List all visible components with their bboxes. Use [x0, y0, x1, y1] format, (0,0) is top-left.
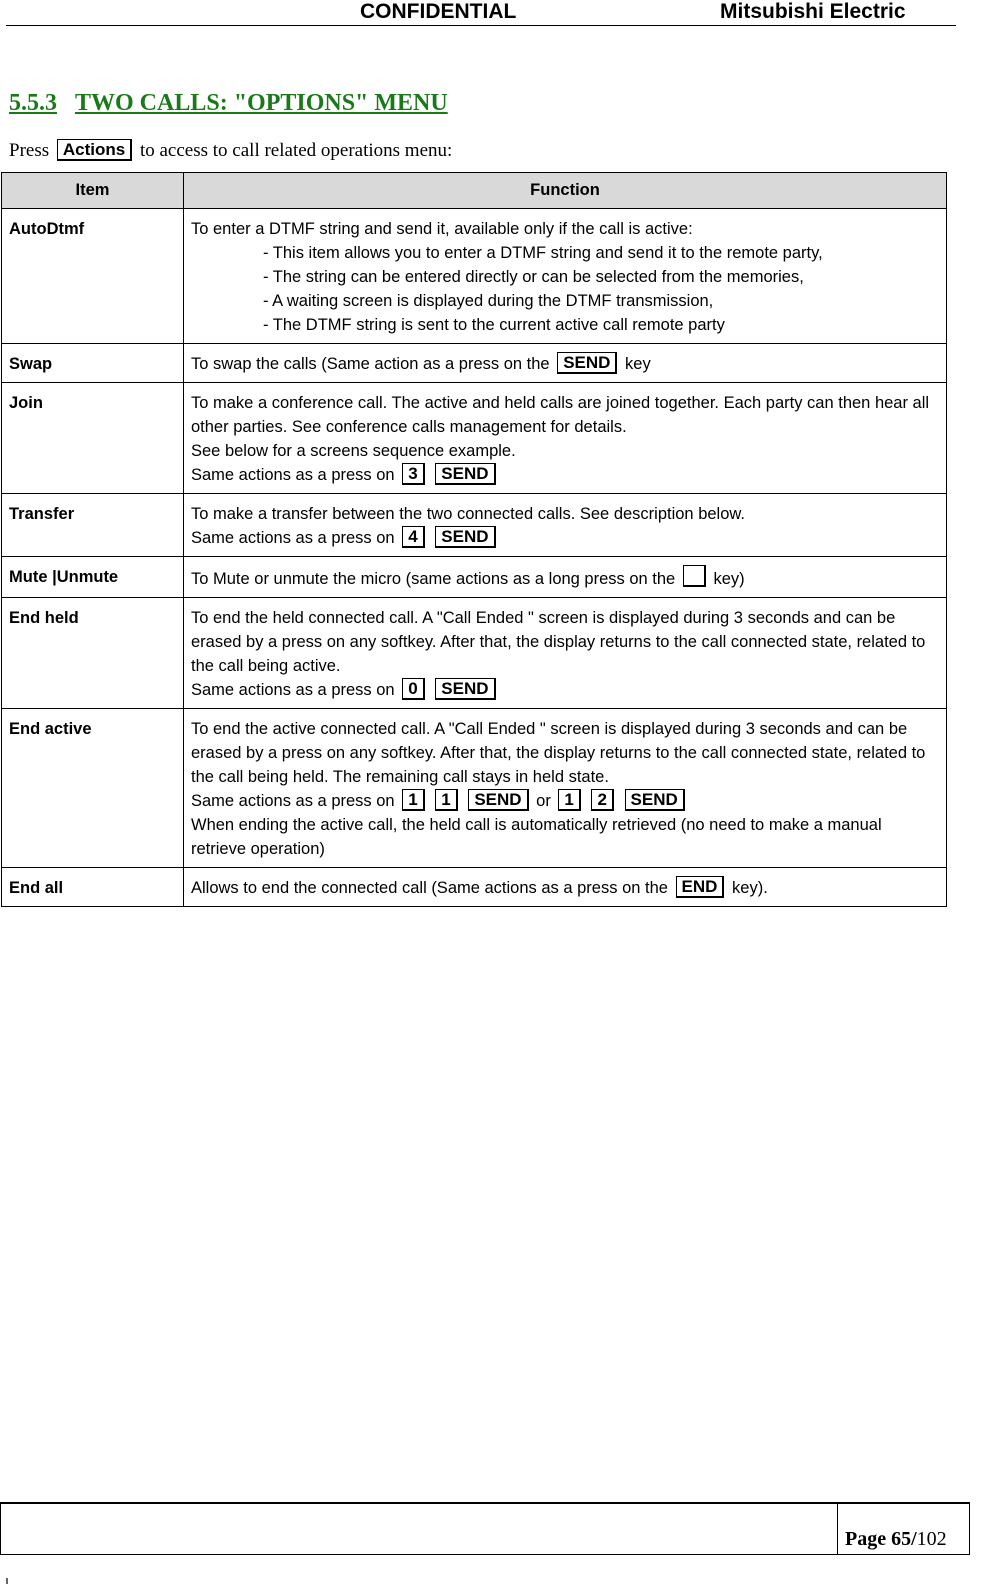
- page-total: 102: [916, 1528, 947, 1550]
- send-key: SEND: [435, 526, 495, 548]
- item-mute: Mute |Unmute: [2, 557, 184, 598]
- function-text: Allows to end the connected call (Same actions as a press on the: [191, 879, 668, 897]
- send-key: SEND: [625, 789, 685, 811]
- function-text: To make a transfer between the two connected calls. See description below.: [191, 505, 745, 523]
- key-4: 4: [402, 526, 424, 548]
- table-row: [2, 709, 947, 868]
- key-2: 2: [591, 789, 613, 811]
- table-row: [2, 383, 947, 494]
- function-line: - A waiting screen is displayed during the DTMF transmission,: [263, 292, 714, 310]
- actions-key: Actions: [57, 139, 132, 161]
- same-actions-line: [191, 526, 938, 550]
- function-line: - The string can be entered directly or can be selected from the memories,: [263, 268, 804, 286]
- intro-paragraph: [9, 139, 452, 162]
- same-actions-line: [191, 678, 938, 702]
- same-actions-line: [191, 789, 938, 813]
- table-row: [2, 494, 947, 557]
- table-row: [2, 598, 947, 709]
- mute-key-icon: [683, 565, 706, 587]
- key-3: 3: [402, 463, 424, 485]
- options-menu-table: [1, 172, 947, 907]
- or-text: or: [536, 792, 551, 810]
- send-key: SEND: [435, 463, 495, 485]
- function-suffix: key): [713, 570, 745, 588]
- item-end-held: End held: [2, 598, 184, 709]
- send-key: SEND: [435, 678, 495, 700]
- intro-suffix: to access to call related operations menu:: [139, 140, 453, 161]
- function-line: - This item allows you to enter a DTMF string and send it to the remote party,: [263, 244, 823, 262]
- function-text: To end the active connected call. A "Call Ended " screen is displayed during 3 seconds and can be erased by a press on any softkey. After that, the display returns to the call connected state, related to the call being held. The remaining call stays in held state.: [191, 720, 926, 786]
- table-header-row: [2, 173, 947, 209]
- function-swap: [184, 344, 947, 383]
- function-line: See below for a screens sequence example.: [191, 442, 516, 460]
- section-heading: [9, 90, 448, 117]
- function-transfer: [184, 494, 947, 557]
- same-actions-text: Same actions as a press on: [191, 529, 395, 547]
- same-actions-text: Same actions as a press on: [191, 792, 395, 810]
- table-row: [2, 344, 947, 383]
- function-suffix: key).: [732, 879, 768, 897]
- table-row: [2, 557, 947, 598]
- function-line: - The DTMF string is sent to the current active call remote party: [263, 316, 725, 334]
- item-autodtmf: AutoDtmf: [2, 209, 184, 344]
- function-end-active: [184, 709, 947, 868]
- key-1: 1: [558, 789, 580, 811]
- header-item: Item: [2, 173, 184, 209]
- key-1: 1: [402, 789, 424, 811]
- confidential-label: CONFIDENTIAL: [360, 0, 517, 23]
- end-key: END: [676, 876, 725, 898]
- function-text: To swap the calls (Same action as a press on the: [191, 355, 550, 373]
- same-actions-text: Same actions as a press on: [191, 681, 395, 699]
- function-mute: [184, 557, 947, 598]
- function-end-all: [184, 868, 947, 907]
- footer-divider: [837, 1504, 838, 1554]
- same-actions-line: [191, 463, 938, 487]
- page-header: [6, 0, 956, 26]
- intro-prefix: Press: [9, 140, 50, 161]
- function-suffix: key: [625, 355, 651, 373]
- item-end-all: End all: [2, 868, 184, 907]
- item-end-active: End active: [2, 709, 184, 868]
- section-number: 5.5.3: [9, 90, 57, 116]
- send-key: SEND: [557, 352, 617, 374]
- function-line: To enter a DTMF string and send it, available only if the call is active:: [191, 220, 693, 238]
- page-number: [845, 1528, 947, 1551]
- page-label: Page 65/: [845, 1528, 917, 1550]
- function-text: To end the held connected call. A "Call Ended " screen is displayed during 3 seconds and can be erased by a press on any softkey. After that, the display returns to the call connected state, related to the call being active.: [191, 609, 926, 675]
- function-note: When ending the active call, the held call is automatically retrieved (no need to make a manual retrieve operation): [191, 816, 882, 858]
- page-footer: [0, 1502, 970, 1555]
- key-1: 1: [435, 789, 457, 811]
- function-join: [184, 383, 947, 494]
- key-0: 0: [402, 678, 424, 700]
- section-title: TWO CALLS: "OPTIONS" MENU: [75, 90, 448, 116]
- item-swap: Swap: [2, 344, 184, 383]
- same-actions-text: Same actions as a press on: [191, 466, 395, 484]
- table-row: [2, 209, 947, 344]
- function-end-held: [184, 598, 947, 709]
- item-transfer: Transfer: [2, 494, 184, 557]
- item-join: Join: [2, 383, 184, 494]
- margin-mark: [6, 1578, 8, 1584]
- company-name: Mitsubishi Electric: [720, 0, 906, 23]
- function-text: To Mute or unmute the micro (same actions as a long press on the: [191, 570, 676, 588]
- header-function: Function: [184, 173, 947, 209]
- function-autodtmf: [184, 209, 947, 344]
- send-key: SEND: [468, 789, 528, 811]
- function-text: To make a conference call. The active and held calls are joined together. Each party can then hear all other parties. See conference calls management for details.: [191, 394, 930, 436]
- table-row: [2, 868, 947, 907]
